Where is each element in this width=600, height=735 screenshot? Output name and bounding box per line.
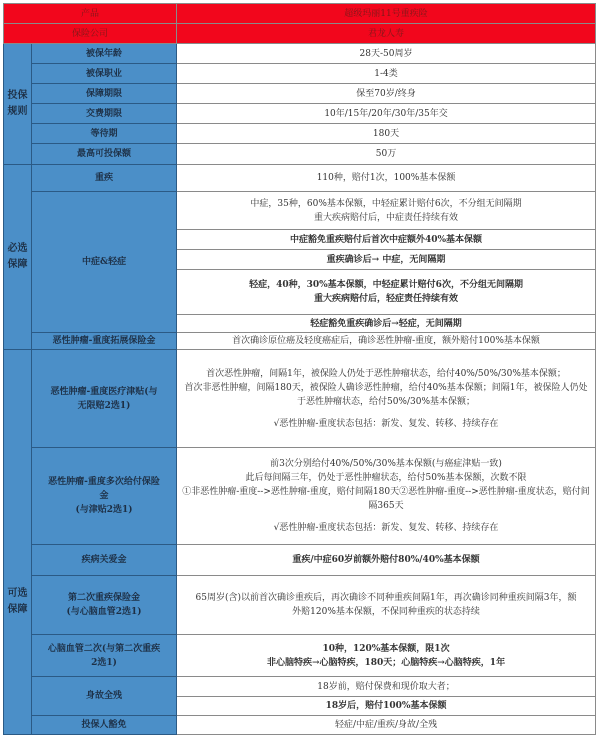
rule-value: 28天-50周岁 <box>177 44 596 64</box>
death-value-before18: 18岁前，赔付保费和现价取大者； <box>177 677 596 697</box>
second-critical-row <box>4 576 596 635</box>
death-row <box>4 677 596 697</box>
second-critical-label <box>32 576 177 635</box>
rule-row <box>4 84 596 104</box>
rule-label: 最高可投保额 <box>32 144 177 165</box>
second-critical-label-line: 第二次重疾保险金 <box>68 593 141 603</box>
tumor-multi-label-line: 恶性肿瘤-重度多次给付保险金 <box>48 477 160 501</box>
section-required: 必选保障 <box>4 165 32 350</box>
moderate-waiver-value: 中症豁免重疾赔付后首次中症额外40%基本保额 <box>177 230 596 250</box>
cardio-row <box>4 635 596 677</box>
insurance-comparison-table <box>3 3 596 735</box>
waiver-label: 投保人豁免 <box>32 716 177 735</box>
death-label: 身故全残 <box>32 677 177 716</box>
tumor-multi-label <box>32 448 177 545</box>
moderate-after-critical-value: 重疾确诊后→ 中症，无间隔期 <box>177 250 596 270</box>
rule-row <box>4 44 596 64</box>
critical-illness-value: 110种，赔付1次，100%基本保额 <box>177 165 596 192</box>
tumor-allowance-row <box>4 350 596 448</box>
tumor-extension-row <box>4 333 596 350</box>
moderate-row <box>4 192 596 230</box>
tumor-multi-line: ①非恶性肿瘤-重度-->恶性肿瘤-重度，赔付间隔180天②恶性肿瘤-重度-->恶性肿瘤-重度状态，赔付间隔365天 <box>182 487 590 511</box>
tumor-allowance-value <box>177 350 596 448</box>
rule-label: 等待期 <box>32 124 177 144</box>
critical-illness-label: 重疾 <box>32 165 177 192</box>
tumor-multi-line: √恶性肿瘤-重度状态包括：新发、复发、转移、持续存在 <box>273 523 499 533</box>
rule-value: 10年/15年/20年/30年/35年交 <box>177 104 596 124</box>
waiver-row <box>4 716 596 735</box>
tumor-allowance-line: √恶性肿瘤-重度状态包括：新发、复发、转移、持续存在 <box>273 418 499 429</box>
tumor-extension-value: 首次确诊原位癌及轻度癌症后，确诊恶性肿瘤-重度，额外赔付100%基本保额 <box>177 333 596 350</box>
rule-label: 交费期限 <box>32 104 177 124</box>
company-label: 保险公司 <box>4 24 177 44</box>
moderate-mild-label: 中症&轻症 <box>32 192 177 333</box>
death-value-after18: 18岁后，赔付100%基本保额 <box>177 697 596 716</box>
mild-waiver-value: 轻症豁免重疾确诊后→轻症，无间隔期 <box>177 315 596 333</box>
rule-label: 被保年龄 <box>32 44 177 64</box>
product-label: 产品 <box>4 4 177 24</box>
product-value: 超级玛丽11号重疾险 <box>177 4 596 24</box>
waiver-value: 轻症/中症/重疾/身故/全残 <box>177 716 596 735</box>
second-critical-label-line: (与心脑血管2选1) <box>66 607 142 617</box>
care-fund-label: 疾病关爱金 <box>32 545 177 576</box>
rule-value: 50万 <box>177 144 596 165</box>
rule-row <box>4 64 596 84</box>
rule-value: 180天 <box>177 124 596 144</box>
cardio-value <box>177 635 596 677</box>
rule-label: 保障期限 <box>32 84 177 104</box>
cardio-line: 非心脑特疾→心脑特疾，180天；心脑特疾→心脑特疾，1年 <box>266 657 506 668</box>
cardio-line: 10种，120%基本保额，限1次 <box>322 643 450 654</box>
mild-line: 重大疾病赔付后，轻症责任持续有效 <box>314 294 459 304</box>
section-rules: 投保规则 <box>4 44 32 165</box>
moderate-value <box>177 192 596 230</box>
tumor-allowance-line: 首次恶性肿瘤，间隔1年，被保险人仍处于恶性肿瘤状态，给付40%/50%/30%基本保额； <box>206 368 566 379</box>
mild-line: 轻症，40种，30%基本保额，中轻症累计赔付6次，不分组无间隔期 <box>249 280 523 290</box>
header-row-company <box>4 24 596 44</box>
rule-row <box>4 124 596 144</box>
section-optional: 可选保障 <box>4 350 32 735</box>
tumor-allowance-label: 恶性肿瘤-重度医疗津贴(与无限赔2选1) <box>32 350 177 448</box>
moderate-line: 重大疾病赔付后，中症责任持续有效 <box>314 212 459 223</box>
care-fund-row <box>4 545 596 576</box>
rule-value: 保至70岁/终身 <box>177 84 596 104</box>
company-value: 君龙人寿 <box>177 24 596 44</box>
mild-value <box>177 270 596 315</box>
tumor-multi-value <box>177 448 596 545</box>
critical-illness-row <box>4 165 596 192</box>
tumor-allowance-line: 首次非恶性肿瘤，间隔180天，被保险人确诊恶性肿瘤，给付40%基本保额；间隔1年，被保险人仍处于恶性肿瘤状态，给付50%/30%基本保额； <box>184 382 588 407</box>
cardio-label: 心脑血管二次(与第二次重疾2选1) <box>32 635 177 677</box>
tumor-multi-line: 此后每间隔三年，仍处于恶性肿瘤状态，给付50%基本保额，次数不限 <box>245 473 527 483</box>
moderate-line: 中症，35种，60%基本保额，中轻症累计赔付6次，不分组无间隔期 <box>250 198 522 209</box>
tumor-multi-label-line: (与津贴2选1) <box>75 505 133 515</box>
tumor-multi-line: 前3次分别给付40%/50%/30%基本保额(与癌症津贴一致) <box>270 459 502 469</box>
rule-value: 1-4类 <box>177 64 596 84</box>
care-fund-value: 重疾/中症60岁前额外赔付80%/40%基本保额 <box>177 545 596 576</box>
header-row-product <box>4 4 596 24</box>
tumor-multi-row <box>4 448 596 545</box>
rule-label: 被保职业 <box>32 64 177 84</box>
rule-row <box>4 144 596 165</box>
rule-row <box>4 104 596 124</box>
second-critical-value: 65周岁(含)以前首次确诊重疾后，再次确诊不同种重疾间隔1年，再次确诊同种重疾间隔3年，额外赔120%基本保额，不保同种重疾的状态持续 <box>177 576 596 635</box>
tumor-extension-label: 恶性肿瘤-重度拓展保险金 <box>32 333 177 350</box>
